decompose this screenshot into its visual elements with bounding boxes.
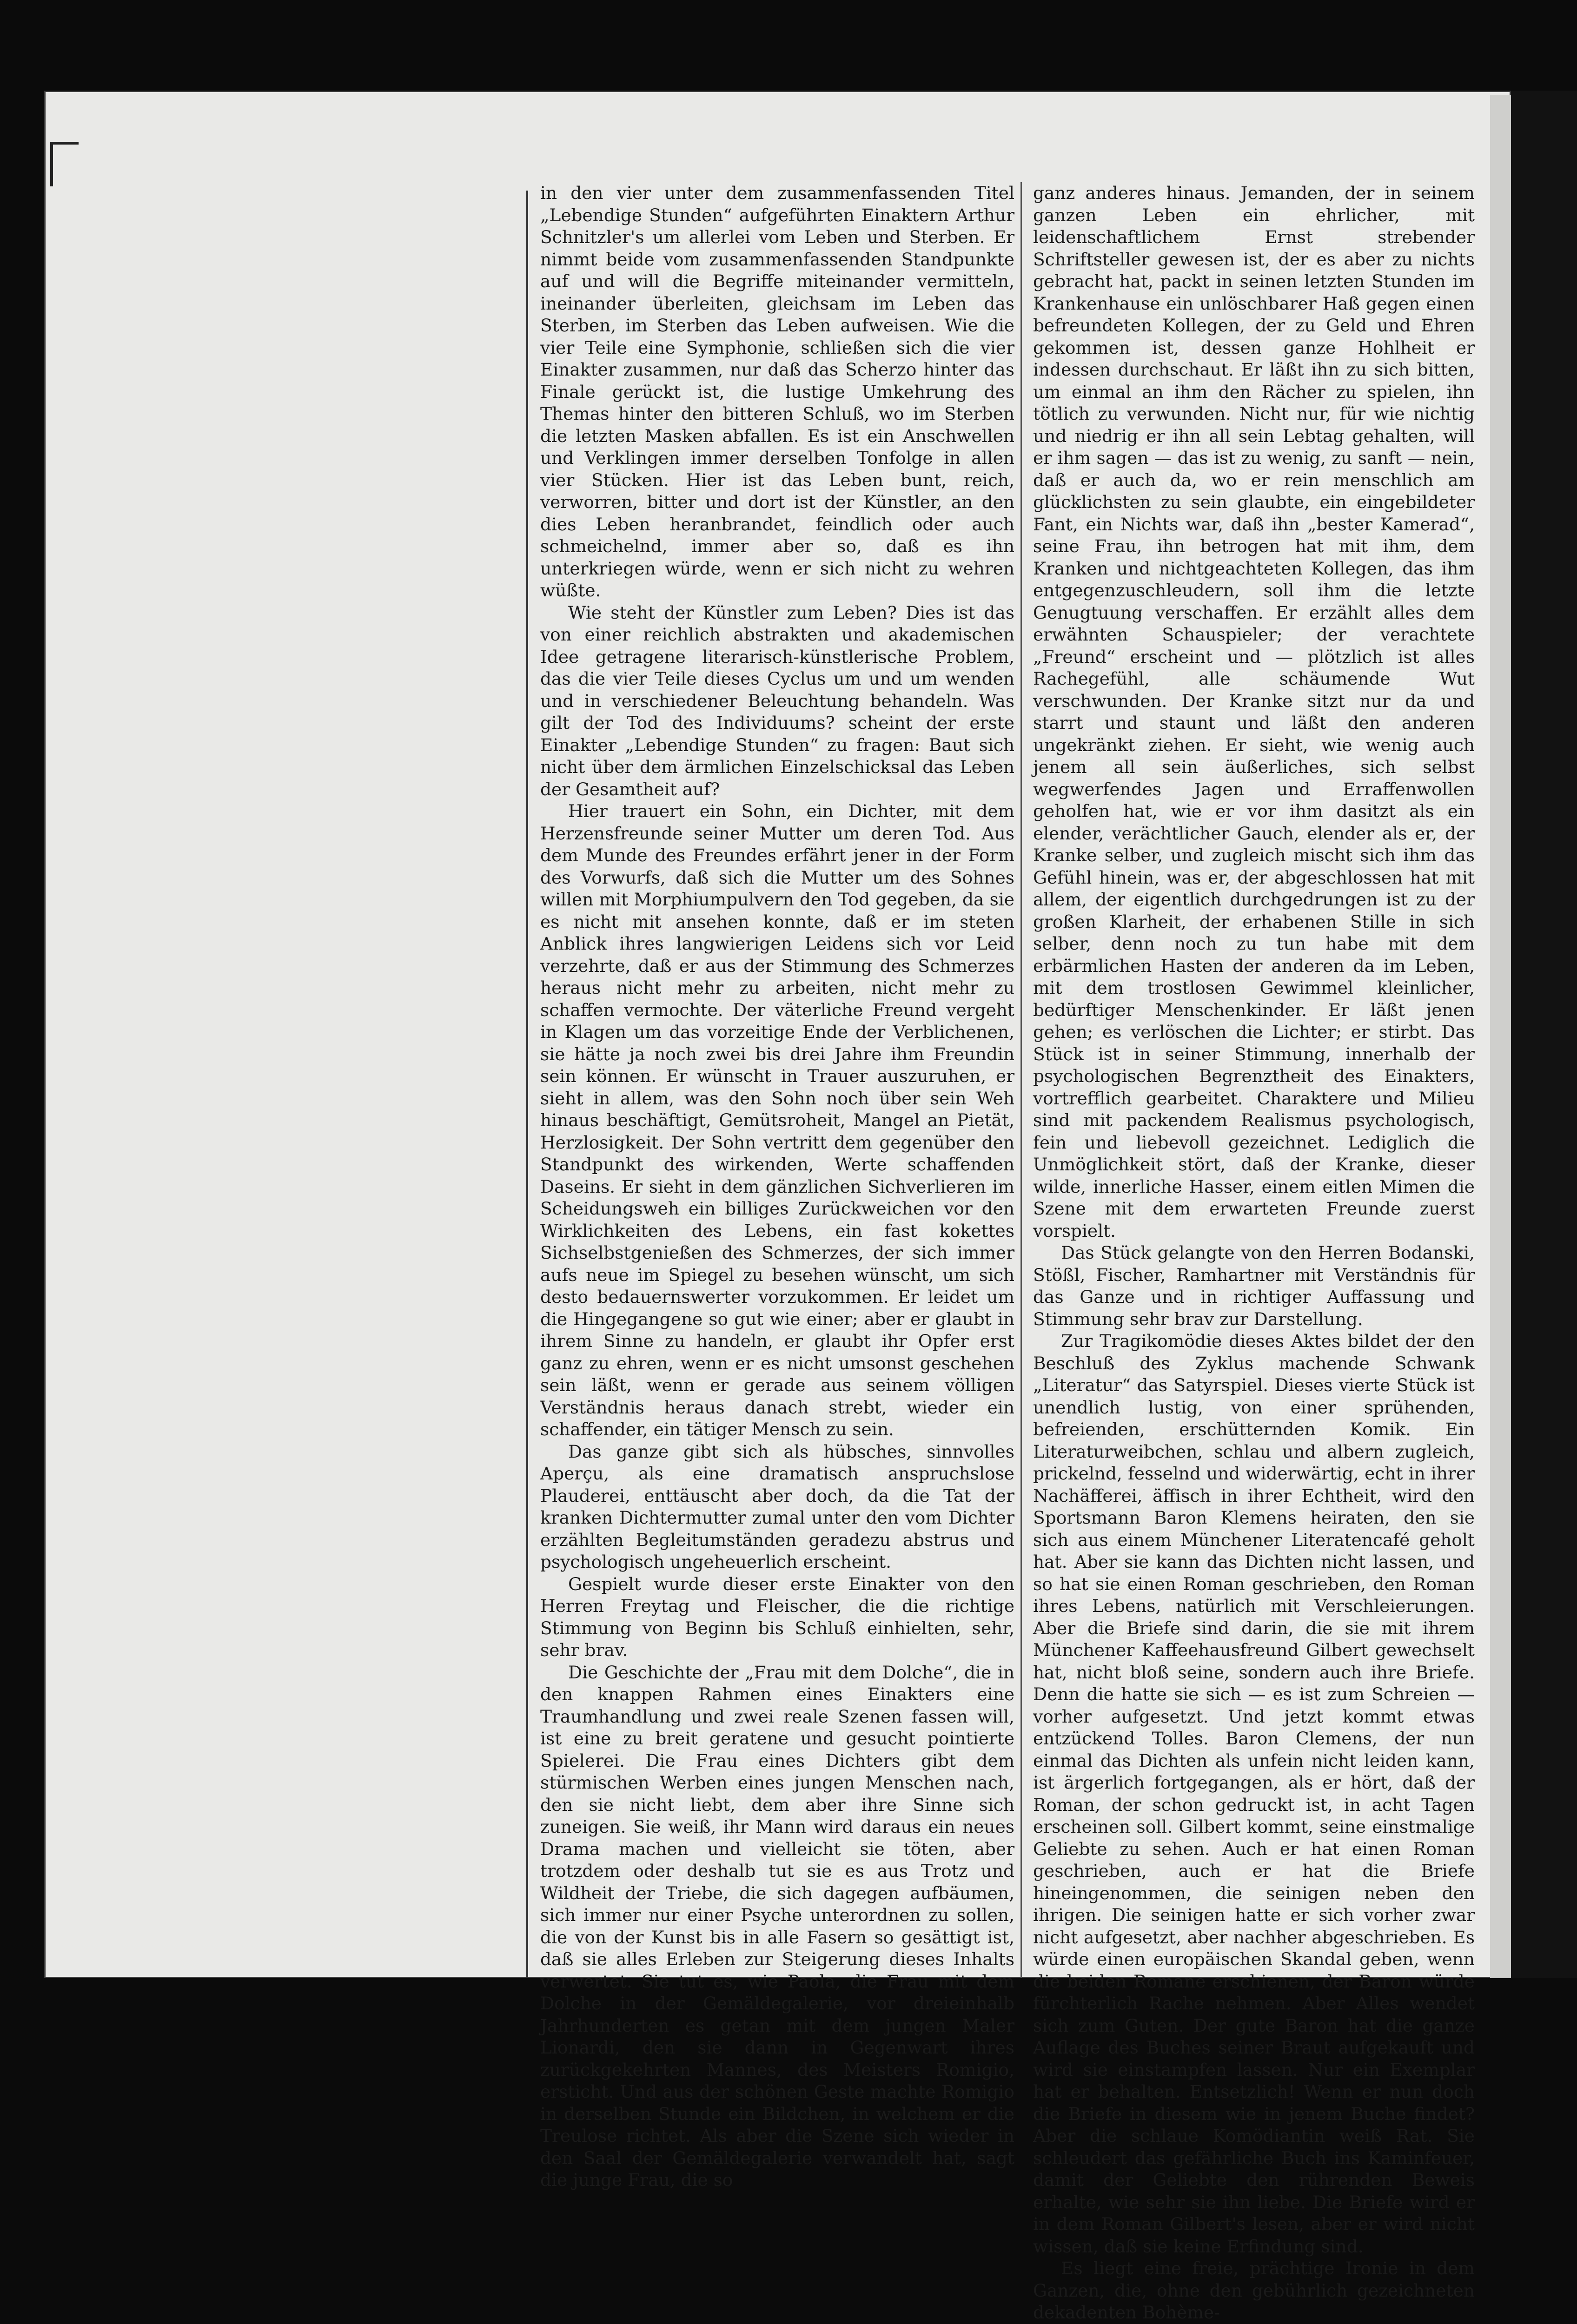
paragraph: Das Stück gelangte von den Herren Bodanski, Stößl, Fischer, Ramhartner mit Verständnis für das Ganze und in richtiger Auffassung und Stimmung sehr brav zur Darstellung. bbox=[1033, 1242, 1475, 1329]
paragraph: in den vier unter dem zusammenfassenden Titel „Lebendige Stunden“ aufgeführten Einaktern Arthur Schnitzler's um allerlei vom Leben und Sterben. Er nimmt beide vom zusammenfassenden Standpunkte auf und will die Begriffe miteinander vermitteln, ineinander überleiten, gleichsam im Leben das Sterben, im Sterben das Leben aufweisen. Wie die vier Teile eine Symphonie, schließen sich die vier Einakter zusammen, nur daß das Scherzo hinter das Finale gerückt ist, die lustige Umkehrung des Themas hinter den bitteren Schluß, wo im Sterben die letzten Masken abfallen. Es ist ein Anschwellen und Verklingen immer derselben Tonfolge in allen vier Stücken. Hier ist das Leben bunt, reich, verworren, bitter und dort ist der Künstler, an den dies Leben heranbrandet, feindlich oder auch schmeichelnd, immer aber so, daß es ihn unterkriegen würde, wenn er sich nicht zu wehren wüßte. bbox=[540, 183, 1014, 601]
column-divider bbox=[1020, 182, 1022, 1978]
paragraph: Zur Tragikomödie dieses Aktes bildet der den Beschluß des Zyklus machende Schwank „Literatur“ das Satyrspiel. Dieses vierte Stück ist unendlich lustig, von einer sprühenden, befreienden, erschütternden Komik. Ein Literaturweibchen, schlau und albern zugleich, prickelnd, fesselnd und widerwärtig, echt in ihrer Nachäfferei, äffisch in ihrer Echtheit, wird den Sportsmann Baron Klemens heiraten, den sie sich aus einem Münchener Literatencafé geholt hat. Aber sie kann das Dichten nicht lassen, und so hat sie einen Roman geschrieben, den Roman ihres Lebens, natürlich mit Verschleierungen. Aber die Briefe sind darin, die sie mit ihrem Münchener Kaffeehausfreund Gilbert gewechselt hat, nicht bloß seine, sondern auch ihre Briefe. Denn die hatte sie sich — es ist zum Schreien — vorher aufgesetzt. Und jetzt kommt etwas entzückend Tolles. Baron Clemens, der nun einmal das Dichten als unfein nicht leiden kann, ist ärgerlich fortgegangen, als er hört, daß der Roman, der schon gedruckt ist, in acht Tagen erscheinen soll. Gilbert kommt, seine einstmalige Geliebte zu sehen. Auch er hat einen Roman geschrieben, auch er hat die Briefe hineingenommen, die seinigen neben den ihrigen. Die seinigen hatte er sich vorher zwar nicht aufgesetzt, aber nachher abgeschrieben. Es würde einen europäischen Skandal geben, wenn die beiden Romane erschienen, der Baron würde fürchterlich Rache nehmen. Aber Alles wendet sich zum Guten. Der gute Baron hat die ganze Auflage des Buches seiner Braut aufgekauft und wird sie einstampfen lassen. Nur ein Exemplar hat er behalten. Entsetzlich! Wenn er nun doch die Briefe in diesem wie in jenem Buche findet? Aber die schlaue Komödiantin weiß Rat. Sie schleudert das gefährliche Buch ins Kaminfeuer, damit der Geliebte den rührenden Beweis erhalte, wie sehr sie ihn liebe. Die Briefe wird er in dem Roman Gilbert's lesen, aber er wird nicht wissen, daß sie keine Erfindung sind. bbox=[1033, 1331, 1475, 2257]
scan-background-edge bbox=[1511, 91, 1577, 1978]
paragraph: ganz anderes hinaus. Jemanden, der in seinem ganzen Leben ein ehrlicher, mit leidenschaftlichem Ernst strebender Schriftsteller gewesen ist, der es aber zu nichts gebracht hat, packt in seinen letzten Stunden im Krankenhause ein unlöschbarer Haß gegen einen befreundeten Kollegen, der zu Geld und Ehren gekommen ist, dessen ganze Hohlheit er indessen durchschaut. Er läßt ihn zu sich bitten, um einmal an ihm den Rächer zu spielen, ihn tötlich zu verwunden. Nicht nur, für wie nichtig und niedrig er ihn all sein Lebtag gehalten, will er ihm sagen — das ist zu wenig, zu sanft — nein, daß er auch da, wo er rein menschlich am glücklichsten zu sein glaubte, ein eingebildeter Fant, ein Nichts war, daß ihn „bester Kamerad“, seine Frau, ihn betrogen hat mit ihm, dem Kranken und nichtgeachteten Kollegen, das ihm entgegenzuschleudern, soll ihm die letzte Genugtuung verschaffen. Er erzählt alles dem erwähnten Schauspieler; der verachtete „Freund“ erscheint und — plötzlich ist alles Rachegefühl, alle schäumende Wut verschwunden. Der Kranke sitzt nur da und starrt und staunt und läßt den anderen ungekränkt ziehen. Er sieht, wie wenig auch jenem all sein äußerliches, sich selbst wegwerfendes Jagen und Erraffenwollen geholfen hat, wie er vor ihm dasitzt als ein elender, verächtlicher Gauch, elender als er, der Kranke selber, und zugleich mischt sich ihm das Gefühl hinein, was er, der abgeschlossen hat mit allem, der eigentlich durchgedrungen ist zu der großen Klarheit, der erhabenen Stille in sich selber, denn noch zu tun habe mit dem erbärmlichen Hasten der anderen da im Leben, mit dem trostlosen Gewimmel kleinlicher, bedürftiger Menschenkinder. Er läßt jenen gehen; es verlöschen die Lichter; er stirbt. Das Stück ist in seiner Stimmung, innerhalb der psychologischen Begrenztheit des Einakters, vortrefflich gearbeitet. Charaktere und Milieu sind mit packendem Realismus psychologisch, fein und liebevoll gezeichnet. Lediglich die Unmöglichkeit stört, daß der Kranke, dieser wilde, innerliche Hasser, einem eitlen Mimen die Szene mit dem erwarteten Freunde zuerst vorspielt. bbox=[1033, 183, 1475, 1241]
right-text-column bbox=[1033, 182, 1475, 2323]
paper-fold-strip bbox=[1490, 95, 1511, 1978]
paragraph: Das ganze gibt sich als hübsches, sinnvolles Aperçu, als eine dramatisch anspruchslose Plauderei, enttäuscht aber doch, da die Tat der kranken Dichtermutter zumal unter den vom Dichter erzählten Begleitumständen geradezu abstrus und psychologisch ungeheuerlich erscheint. bbox=[540, 1441, 1014, 1572]
paragraph: Es liegt eine freie, prächtige Ironie in dem Ganzen, die, ohne den gebührlich gezeichneten dekadenten Bohème- bbox=[1033, 2258, 1475, 2323]
corner-crop-mark bbox=[50, 142, 79, 186]
paragraph: Wie steht der Künstler zum Leben? Dies ist das von einer reichlich abstrakten und akademischen Idee getragene literarisch-künstlerische Problem, das die vier Teile dieses Cyclus um und um wenden und in verschiedener Beleuchtung behandeln. Was gilt der Tod des Individuums? scheint der erste Einakter „Lebendige Stunden“ zu fragen: Baut sich nicht über dem ärmlichen Einzelschicksal das Leben der Gesamtheit auf? bbox=[540, 602, 1014, 799]
paragraph: Gespielt wurde dieser erste Einakter von den Herren Freytag und Fleischer, die die richtige Stimmung von Beginn bis Schluß einhielten, sehr, sehr brav. bbox=[540, 1573, 1014, 1660]
paragraph: Hier trauert ein Sohn, ein Dichter, mit dem Herzensfreunde seiner Mutter um deren Tod. Aus dem Munde des Freundes erfährt jener in der Form des Vorwurfs, daß sich die Mutter um des Sohnes willen mit Morphiumpulvern den Tod gegeben, da sie es nicht mit ansehen konnte, daß er im steten Anblick ihres langwierigen Leidens sich vor Leid verzehrte, daß er aus der Stimmung des Schmerzes heraus nicht mehr zu arbeiten, nicht mehr zu schaffen vermochte. Der väterliche Freund vergeht in Klagen um das vorzeitige Ende der Verblichenen, sie hätte ja noch zwei bis drei Jahre ihm Freundin sein können. Er wünscht in Trauer auszuruhen, er sieht in allem, was den Sohn noch über sein Weh hinaus beschäftigt, Gemütsroheit, Mangel an Pietät, Herzlosigkeit. Der Sohn vertritt dem gegenüber den Standpunkt des wirkenden, Werte schaffenden Daseins. Er sieht in dem gänzlichen Sichverlieren im Scheidungsweh ein billiges Zurückweichen vor den Wirklichkeiten des Lebens, ein fast kokettes Sichselbstgenießen des Schmerzes, der sich immer aufs neue im Spiegel zu besehen wünscht, um sich desto bedauernswerter vorzukommen. Er leidet um die Hingegangene so gut wie einer; aber er glaubt in ihrem Sinne zu handeln, er glaubt ihr Opfer erst ganz zu ehren, wenn er es nicht umsonst geschehen sein läßt, wenn er gerade aus seinem völligen Verständnis heraus danach strebt, wieder ein schaffender, ein tätiger Mensch zu sein. bbox=[540, 801, 1014, 1439]
left-text-column bbox=[540, 182, 1014, 2190]
column-left-rule bbox=[526, 191, 528, 1978]
paragraph: Die Geschichte der „Frau mit dem Dolche“, die in den knappen Rahmen eines Einakters eine Traumhandlung und zwei reale Szenen fassen will, ist eine zu breit geratene und gesucht pointierte Spielerei. Die Frau eines Dichters gibt dem stürmischen Werben eines jungen Menschen nach, den sie nicht liebt, dem aber ihre Sinne sich zuneigen. Sie weiß, ihr Mann wird daraus ein neues Drama machen und vielleicht sie töten, aber trotzdem oder deshalb tut sie es aus Trotz und Wildheit der Triebe, die sich dagegen aufbäumen, sich immer nur einer Psyche unterordnen zu sollen, die von der Kunst bis in alle Fasern so gesättigt ist, daß sie alles Erleben zur Steigerung dieses Inhalts verwertet. Sie tut es, wie Paola, die Frau mit dem Dolche in der Gemäldegalerie, vor dreieinhalb Jahrhunderten es getan mit dem jungen Maler Lionardi, den sie dann in Gegenwart ihres zurückgekehrten Mannes, des Meisters Romigio, ersticht. Und aus der schönen Geste machte Romigio in derselben Stunde ein Bildchen, in welchem er die Treulose richtet. Als aber die Szene sich wieder in den Saal der Gemäldegalerie verwandelt hat, sagt die junge Frau, die so bbox=[540, 1662, 1014, 2190]
